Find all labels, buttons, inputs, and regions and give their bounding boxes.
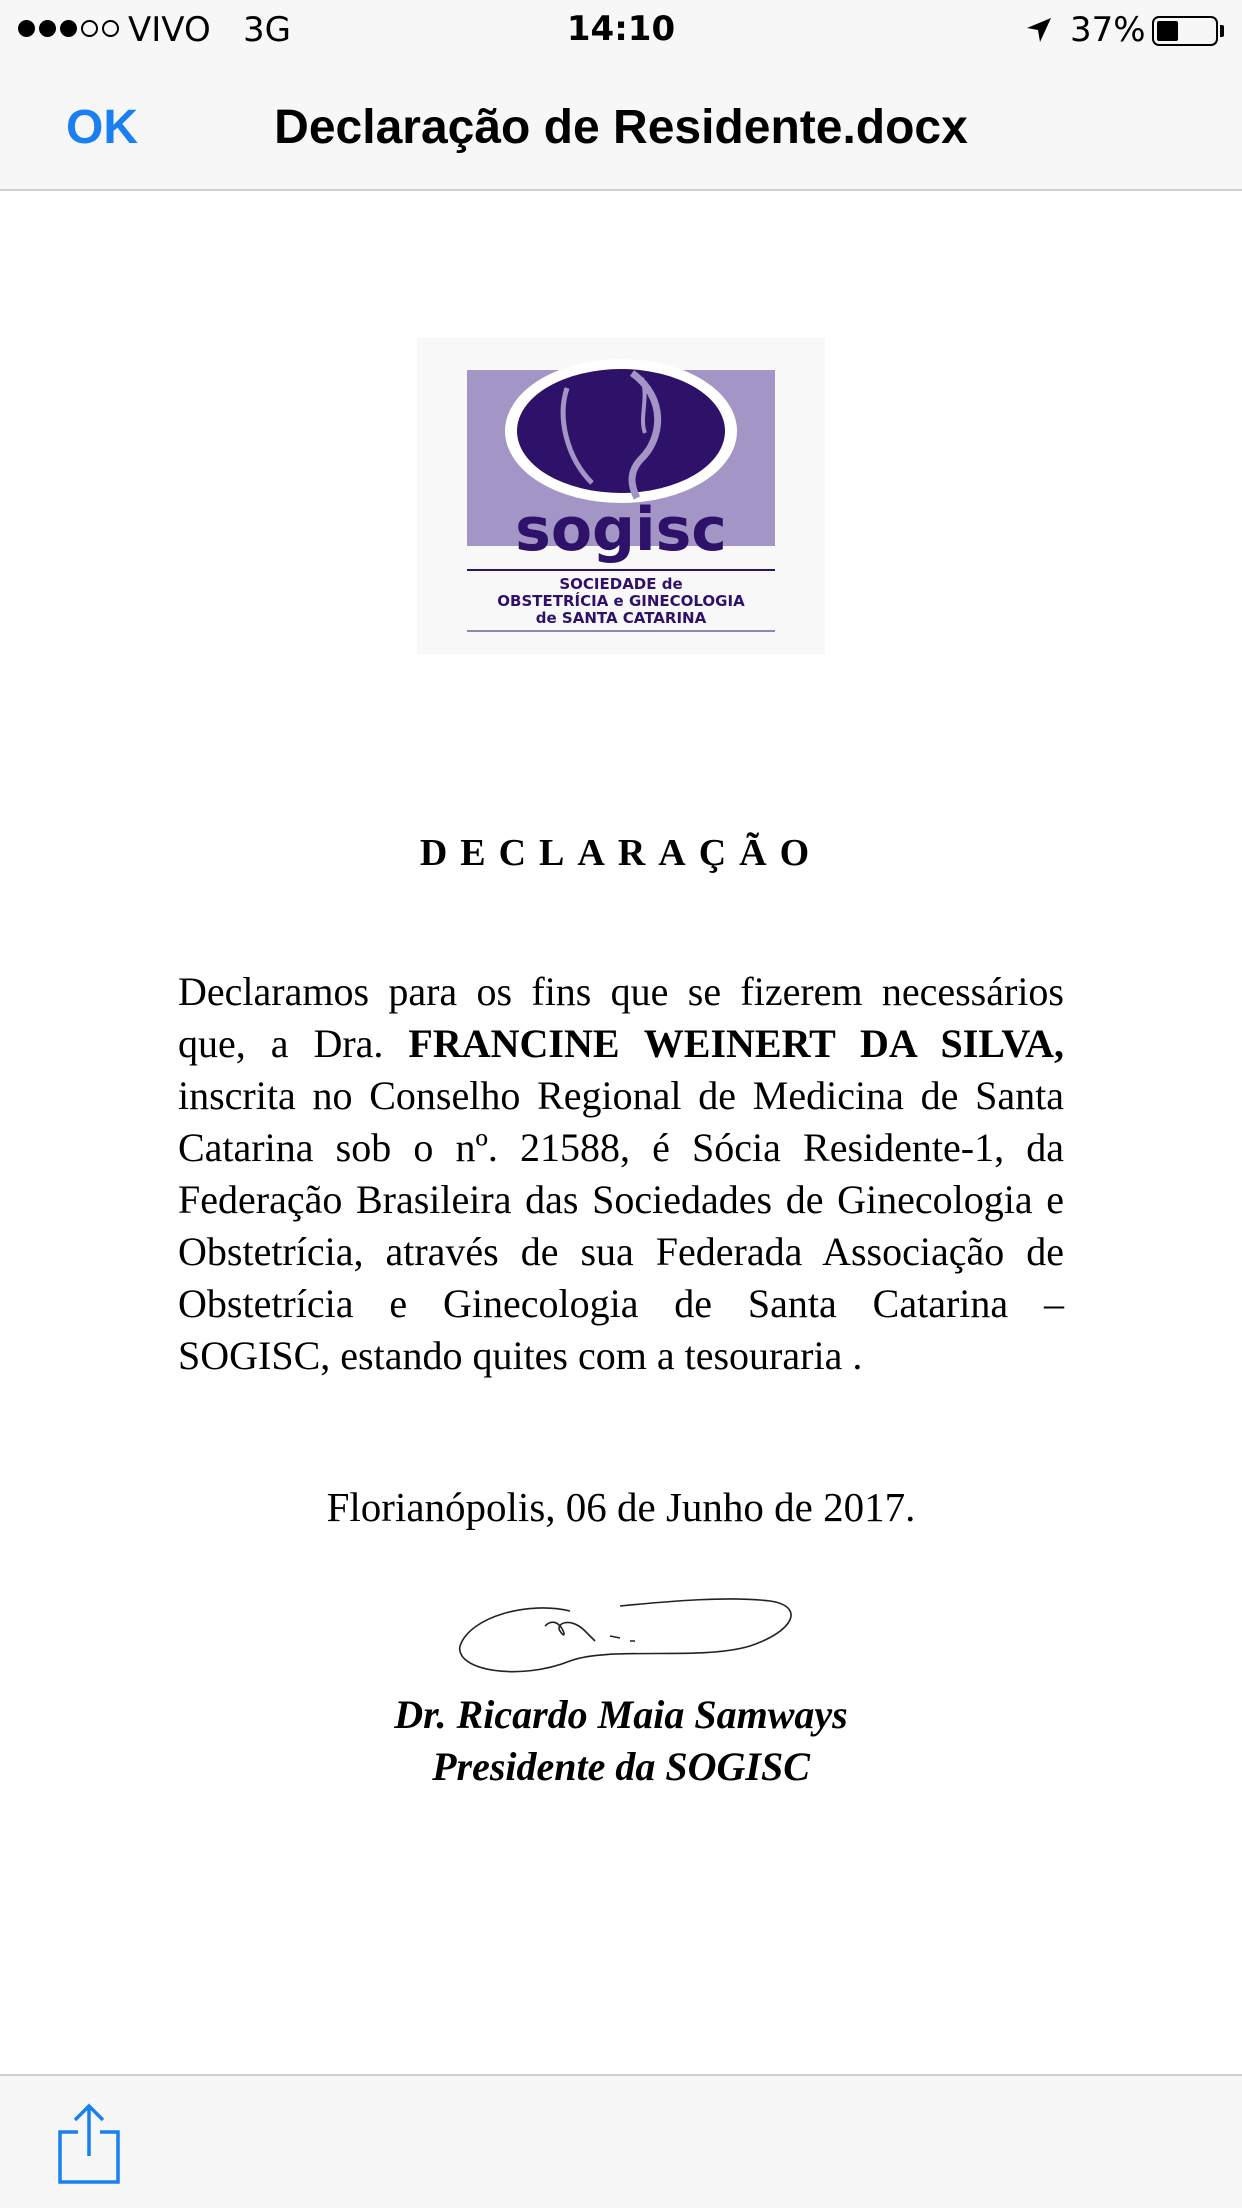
network-type: 3G (243, 10, 291, 50)
body-intro: Declaramos para os fins que se fizerem necessários que, a Dra. (178, 969, 1064, 1066)
share-icon[interactable] (56, 2102, 122, 2186)
document-view[interactable] (0, 191, 1242, 2074)
declaration-body (178, 966, 1064, 1382)
signer-title: Presidente da SOGISC (432, 1744, 810, 1789)
svg-text:SOCIEDADE de: SOCIEDADE de (559, 575, 683, 593)
body-rest: inscrita no Conselho Regional de Medicina de Santa Catarina sob o nº. 21588, é Sócia Residente-1, da Federação Brasileira das Sociedades de Ginecologia e Obstetrícia, através de sua Federada Associação de Obstetrícia e Ginecologia de Santa Catarina – SOGISC, estando quites com a tesouraria . (178, 1073, 1064, 1378)
navigation-bar (0, 62, 1242, 191)
ok-button[interactable]: OK (66, 101, 138, 154)
battery-tip (1220, 25, 1224, 37)
signer-block (0, 1689, 1242, 1793)
status-bar (0, 0, 1242, 62)
declaration-heading: DECLARAÇÃO (419, 832, 823, 874)
battery-level-fill (1157, 21, 1178, 41)
battery-icon (1152, 16, 1218, 46)
handwritten-signature (450, 1586, 800, 1686)
svg-text:sogisc: sogisc (515, 495, 727, 565)
svg-text:OBSTETRÍCIA e GINECOLOGIA: OBSTETRÍCIA e GINECOLOGIA (497, 592, 745, 610)
document-title: Declaração de Residente.docx (274, 101, 968, 154)
svg-text:de SANTA CATARINA: de SANTA CATARINA (535, 609, 707, 627)
bottom-toolbar (0, 2074, 1242, 2208)
resident-name: FRANCINE WEINERT DA SILVA, (408, 1021, 1064, 1066)
sogisc-logo (417, 338, 825, 654)
place-date: Florianópolis, 06 de Junho de 2017. (326, 1484, 916, 1530)
signer-name: Dr. Ricardo Maia Samways (394, 1692, 848, 1737)
battery-percentage: 37% (1070, 10, 1146, 50)
sogisc-logo-graphic (417, 338, 825, 654)
status-time: 14:10 (566, 9, 676, 49)
carrier-name: VIVO (128, 10, 211, 50)
location-arrow-icon (1024, 15, 1054, 45)
